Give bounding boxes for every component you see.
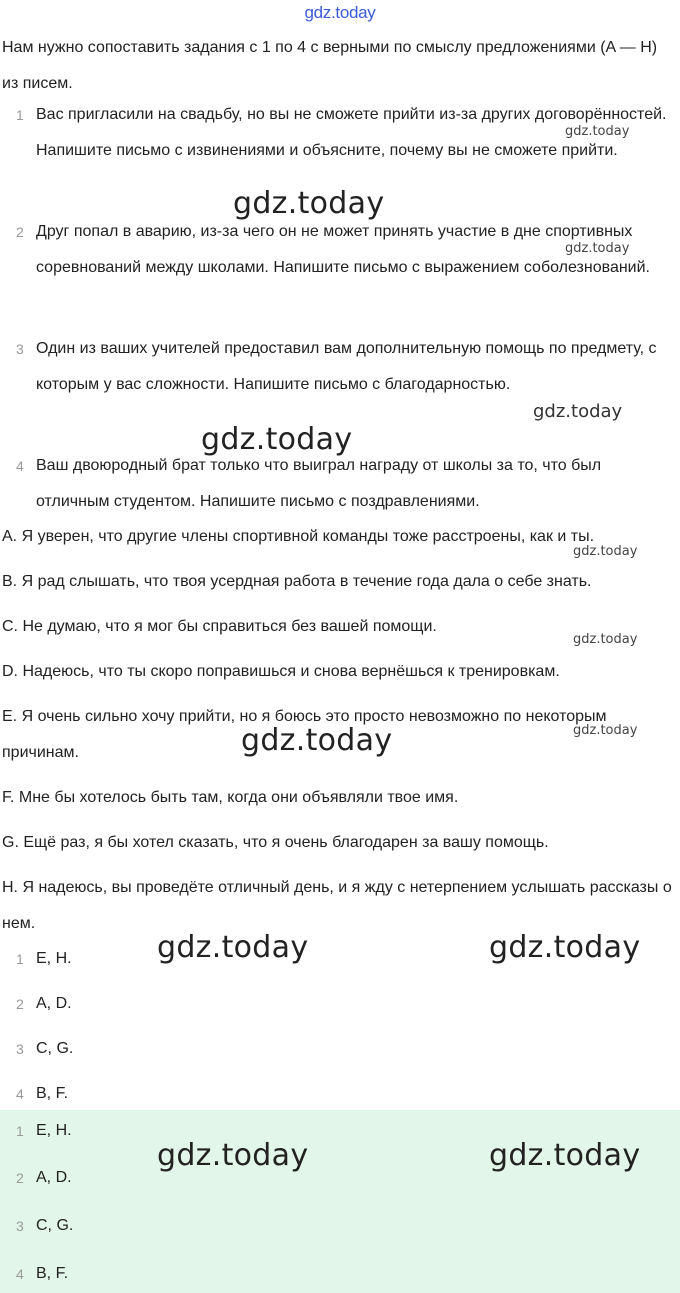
- task-text: Вас пригласили на свадьбу, но вы не сможете прийти из-за других договорённостей. Напишите письмо с извинениями и объясните, почему вы не сможете прийти.: [36, 106, 667, 159]
- answer-value: A, D.: [36, 1169, 72, 1186]
- answer-number: 3: [16, 1041, 24, 1057]
- option-b: B. Я рад слышать, что твоя усердная работа в течение года дала о себе знать.: [2, 573, 592, 590]
- watermark-large: gdz.today: [157, 930, 309, 965]
- task-text: Один из ваших учителей предоставил вам дополнительную помощь по предмету, с которым у вас сложности. Напишите письмо с благодарностью.: [36, 340, 657, 393]
- answer-number: 1: [16, 951, 24, 967]
- highlighted-answer-item: [16, 1214, 73, 1238]
- answer-value: C, G.: [36, 1217, 74, 1234]
- task-number: 1: [16, 107, 24, 123]
- task-item: [16, 331, 671, 403]
- watermark-medium: gdz.today: [533, 401, 623, 422]
- answer-value: E, H.: [36, 1122, 72, 1139]
- watermark-large: gdz.today: [233, 186, 385, 221]
- option-f: F. Мне бы хотелось быть там, когда они объявляли твое имя.: [2, 789, 459, 806]
- answer-item: [16, 947, 72, 971]
- option-g: G. Ещё раз, я бы хотел сказать, что я очень благодарен за вашу помощь.: [2, 834, 549, 851]
- watermark-large: gdz.today: [241, 723, 393, 758]
- answer-number: 2: [16, 1170, 24, 1186]
- answer-number: 4: [16, 1086, 24, 1102]
- option-e: E. Я очень сильно хочу прийти, но я боюсь это просто невозможно по некоторым причинам.: [2, 708, 607, 761]
- task-number: 4: [16, 458, 24, 474]
- answer-item: [16, 1082, 68, 1106]
- watermark-small: gdz.today: [565, 241, 630, 256]
- option-c: C. Не думаю, что я мог бы справиться без вашей помощи.: [2, 618, 437, 635]
- watermark-large: gdz.today: [157, 1138, 309, 1173]
- option-d: D. Надеюсь, что ты скоро поправишься и снова вернёшься к тренировкам.: [2, 663, 560, 680]
- answer-value: A, D.: [36, 995, 72, 1012]
- answer-value: C, G.: [36, 1040, 74, 1057]
- answer-value: B, F.: [36, 1265, 69, 1282]
- watermark-large: gdz.today: [201, 422, 353, 457]
- answer-number: 4: [16, 1266, 24, 1282]
- watermark-small: gdz.today: [573, 723, 638, 738]
- answer-value: E, H.: [36, 950, 72, 967]
- watermark-small: gdz.today: [565, 124, 630, 139]
- answer-item: [16, 992, 72, 1016]
- highlighted-answer-item: [16, 1166, 72, 1190]
- task-item: [16, 448, 671, 520]
- answer-value: B, F.: [36, 1085, 69, 1102]
- highlighted-answer-item: [16, 1262, 68, 1286]
- answer-number: 3: [16, 1218, 24, 1234]
- option-a: A. Я уверен, что другие члены спортивной команды тоже расстроены, как и ты.: [2, 528, 595, 545]
- watermark-small: gdz.today: [573, 544, 638, 559]
- site-logo[interactable]: gdz.today: [304, 3, 376, 22]
- option-h: H. Я надеюсь, вы проведёте отличный день, и я жду с нетерпением услышать рассказы о нем.: [2, 879, 672, 932]
- answer-number: 2: [16, 996, 24, 1012]
- answer-item: [16, 1037, 73, 1061]
- watermark-large: gdz.today: [489, 930, 641, 965]
- highlighted-answer-item: [16, 1119, 72, 1143]
- task-number: 3: [16, 341, 24, 357]
- watermark-large: gdz.today: [489, 1138, 641, 1173]
- answer-number: 1: [16, 1123, 24, 1139]
- watermark-small: gdz.today: [573, 632, 638, 647]
- task-text: Друг попал в аварию, из-за чего он не может принять участие в дне спортивных соревнований между школами. Напишите письмо с выражением соболезнований.: [36, 223, 650, 276]
- intro-text: Нам нужно сопоставить задания с 1 по 4 с верными по смыслу предложениями (A — H) из писем.: [2, 39, 658, 92]
- task-number: 2: [16, 224, 24, 240]
- task-text: Ваш двоюродный брат только что выиграл награду от школы за то, что был отличным студентом. Напишите письмо с поздравлениями.: [36, 457, 602, 510]
